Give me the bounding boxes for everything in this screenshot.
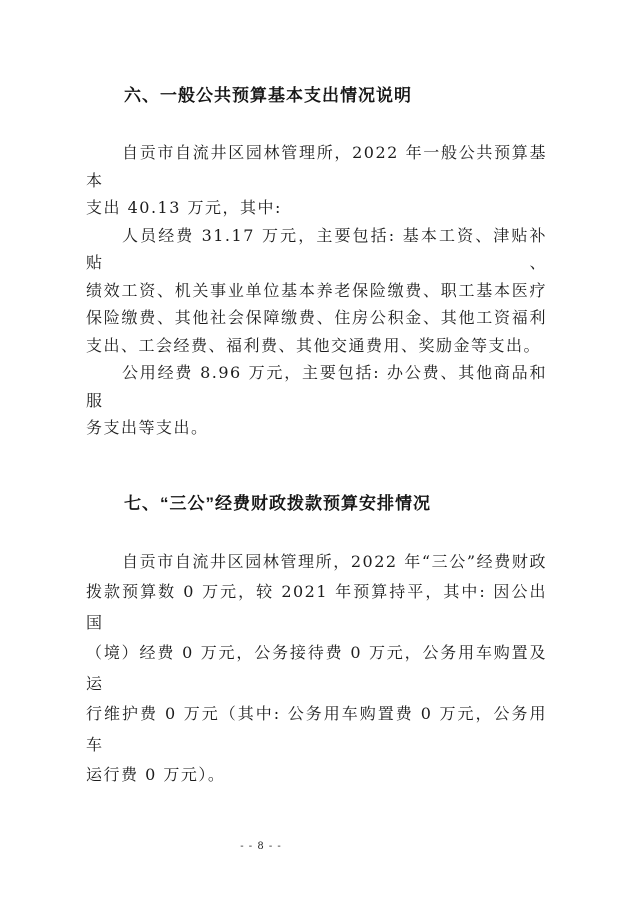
paragraph-line: 运行费 0 万元）。 — [86, 765, 226, 784]
paragraph-line: 保险缴费、其他社会保障缴费、住房公积金、其他工资福利 — [86, 308, 547, 327]
paragraph-line: 自贡市自流井区园林管理所，2022 年一般公共预算基本 — [86, 143, 547, 190]
document-content — [86, 84, 547, 791]
paragraph-line: 支出、工会经费、福利费、其他交通费用、奖励金等支出。 — [86, 335, 542, 355]
paragraph-line: 自贡市自流井区园林管理所，2022 年“三公”经费财政 — [122, 551, 547, 571]
paragraph-line: 务支出等支出。 — [86, 418, 209, 437]
section-7-body — [86, 547, 547, 791]
paragraph-line: （境）经费 0 万元，公务接待费 0 万元，公务用车购置及运 — [86, 643, 547, 693]
section-6-body — [86, 139, 547, 442]
paragraph-line: 绩效工资、机关事业单位基本养老保险缴费、职工基本医疗 — [86, 280, 547, 300]
paragraph-line: 支出 40.13 万元，其中: — [86, 198, 282, 217]
paragraph-line: 公用经费 8.96 万元，主要包括: 办公费、其他商品和服 — [86, 363, 547, 410]
paragraph-line: 行维护费 0 万元（其中: 公务用车购置费 0 万元，公务用车 — [86, 704, 547, 754]
paragraph-line: 拨款预算数 0 万元，较 2021 年预算持平，其中: 因公出国 — [86, 582, 547, 632]
paragraph-line: 人员经费 31.17 万元，主要包括: 基本工资、津贴补贴、 — [86, 225, 547, 272]
section-7-heading: 七、“三公”经费财政拨款预算安排情况 — [124, 493, 431, 513]
section-6-heading: 六、一般公共预算基本支出情况说明 — [124, 86, 412, 105]
page-number: - - 8 - - — [240, 841, 282, 852]
